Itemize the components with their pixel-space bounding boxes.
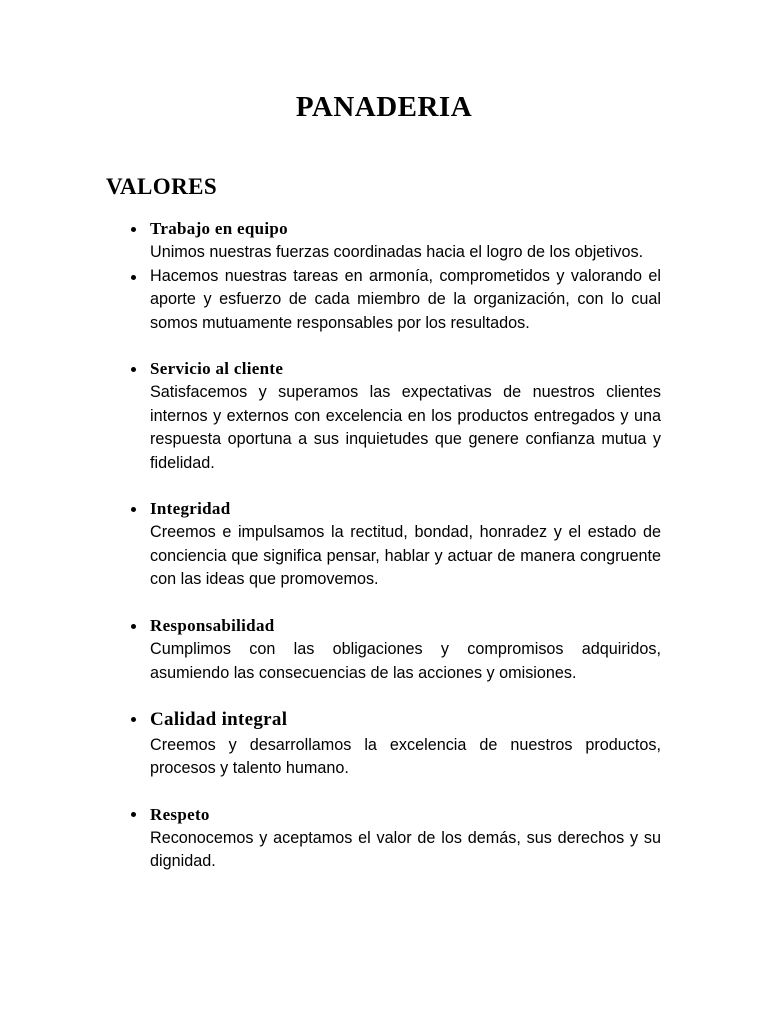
value-title: Responsabilidad — [150, 615, 275, 635]
value-title: Trabajo en equipo — [150, 219, 288, 239]
section-heading-valores: VALORES — [106, 173, 218, 199]
value-body: Satisfacemos y superamos las expectativas de nuestros clientes internos y externos con excelencia en los productos entregados y una respuesta oportuna a sus inquietudes que genere confianza mutua y fidelidad. — [150, 383, 661, 472]
page-title: PANADERIA — [295, 91, 473, 123]
value-item — [0, 803, 768, 874]
value-title: Respeto — [150, 804, 210, 824]
bullet-point-icon — [131, 624, 136, 629]
value-item — [0, 707, 768, 781]
value-body: Creemos e impulsamos la rectitud, bondad, honradez y el estado de conciencia que significa pensar, hablar y actuar de manera congruente con las ideas que promovemos. — [150, 523, 661, 589]
bullet-point-icon — [131, 275, 136, 280]
value-body: Unimos nuestras fuerzas coordinadas hacia el logro de los objetivos. — [150, 243, 644, 262]
value-body: Reconocemos y aceptamos el valor de los demás, sus derechos y su dignidad. — [150, 828, 661, 871]
bullet-point-icon — [131, 227, 136, 232]
bullet-point-icon — [131, 367, 136, 372]
value-title: Servicio al cliente — [150, 359, 284, 379]
values-list — [0, 199, 768, 873]
value-item — [0, 614, 768, 685]
bullet-point-icon — [131, 717, 136, 722]
bullet-point-icon — [131, 507, 136, 512]
value-body: Hacemos nuestras tareas en armonía, comprometidos y valorando el aporte y esfuerzo de cada miembro de la organización, con lo cual somos mutuamente responsables por los resultados. — [150, 266, 661, 332]
value-item — [0, 217, 768, 265]
value-item — [0, 265, 768, 335]
value-title: Calidad integral — [150, 708, 288, 730]
value-title: Integridad — [150, 499, 231, 519]
value-body: Cumplimos con las obligaciones y compromisos adquiridos, asumiendo las consecuencias de las acciones y omisiones. — [150, 640, 661, 682]
bullet-point-icon — [131, 812, 136, 817]
value-item — [0, 497, 768, 592]
value-item — [0, 357, 768, 475]
value-body: Creemos y desarrollamos la excelencia de nuestros productos, procesos y talento humano. — [150, 735, 661, 778]
